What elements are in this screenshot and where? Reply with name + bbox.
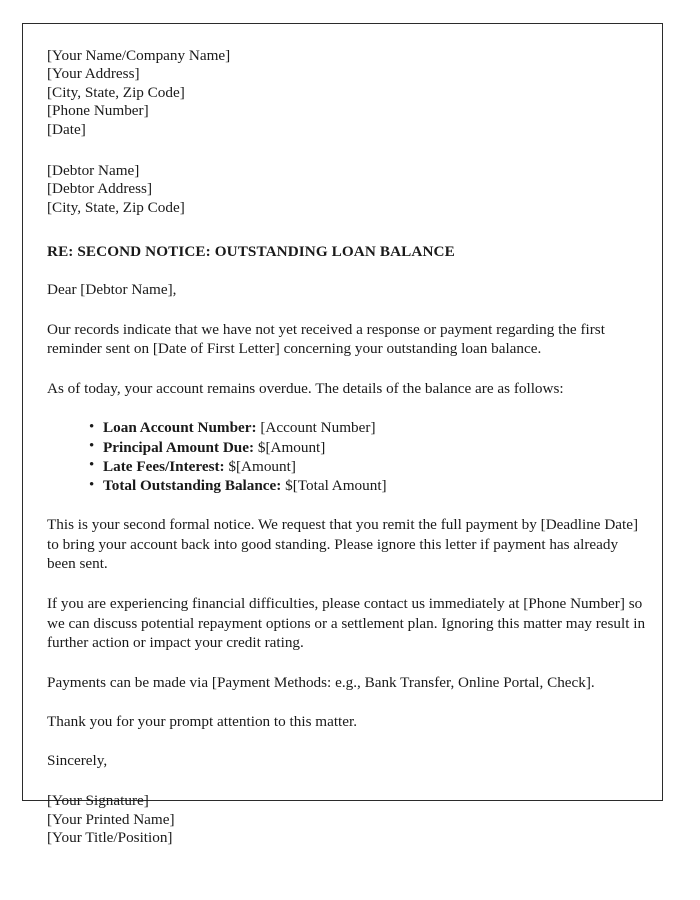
sender-address-line: [City, State, Zip Code]: [47, 83, 185, 101]
spacer: [47, 139, 649, 162]
list-item: [89, 438, 649, 457]
salutation: Dear [Debtor Name],: [47, 281, 177, 299]
detail-value: $[Amount]: [257, 438, 326, 456]
list-item: [89, 476, 649, 495]
subject-line: RE: SECOND NOTICE: OUTSTANDING LOAN BALANCE: [47, 243, 455, 261]
closing: Sincerely,: [47, 752, 108, 769]
detail-value: $[Total Amount]: [285, 477, 387, 495]
paragraph-lead-in: As of today, your account remains overdue. The details of the balance are as follows:: [47, 379, 564, 397]
paragraph-hardship: If you are experiencing financial difficulties, please contact us immediately at [Phone Number] so we can discuss potential repayment options or a settlement plan. Ignoring this matter may result in further action or impact your credit rating.: [47, 595, 646, 652]
recipient-address-line: [City, State, Zip Code]: [47, 198, 185, 216]
paragraph-thanks: Thank you for your prompt attention to this matter.: [47, 713, 358, 731]
recipient-address-block: [47, 162, 649, 217]
sender-address-line: [Your Name/Company Name]: [47, 47, 231, 64]
sender-address-line: [Phone Number]: [47, 102, 149, 120]
signature-block: [47, 792, 649, 847]
sender-address-block: [47, 47, 649, 139]
signature-line: [Your Printed Name]: [47, 810, 175, 828]
detail-value: $[Amount]: [228, 457, 296, 475]
list-item: [89, 457, 649, 476]
list-item: [89, 418, 649, 437]
signature-line: [Your Title/Position]: [47, 829, 173, 847]
detail-value: [Account Number]: [260, 419, 376, 437]
paragraph-second-notice: This is your second formal notice. We request that you remit the full payment by [Deadline Date] to bring your account back into good standing. Please ignore this letter if payment has already been sent.: [47, 516, 639, 573]
detail-label: Total Outstanding Balance:: [103, 477, 282, 495]
letter-body: [23, 24, 662, 848]
signature-line: [Your Signature]: [47, 792, 149, 810]
detail-label: Loan Account Number:: [103, 419, 257, 437]
paragraph-intro: Our records indicate that we have not yet received a response or payment regarding the first reminder sent on [Date of First Letter] concerning your outstanding loan balance.: [47, 320, 605, 358]
sender-address-line: [Your Address]: [47, 65, 140, 83]
recipient-address-line: [Debtor Address]: [47, 180, 153, 198]
letter-page: [22, 23, 663, 847]
detail-label: Late Fees/Interest:: [103, 457, 225, 475]
balance-details-list: [47, 418, 649, 495]
paragraph-payment-methods: Payments can be made via [Payment Methods: e.g., Bank Transfer, Online Portal, Check].: [47, 673, 595, 691]
sender-address-line: [Date]: [47, 120, 86, 138]
recipient-address-line: [Debtor Name]: [47, 162, 140, 180]
detail-label: Principal Amount Due:: [103, 438, 255, 456]
spacer: [47, 217, 649, 243]
